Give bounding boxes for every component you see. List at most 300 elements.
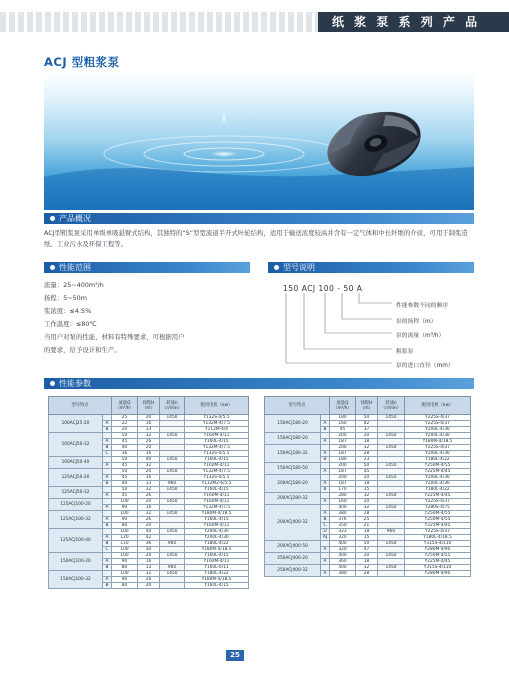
cell-suffix: A: [321, 421, 330, 427]
cell-speed: 960: [378, 529, 405, 535]
cell-suffix: B: [103, 541, 112, 547]
cell-head: 20: [356, 499, 378, 505]
spec-table-left: [48, 396, 249, 589]
cell-flow: 200: [330, 475, 356, 481]
cell-head: 32: [356, 505, 378, 511]
cell-flow: 100: [112, 529, 138, 535]
cell-motor: Y225M-4/45: [405, 523, 471, 529]
cell-suffix: A: [103, 493, 112, 499]
overview-text: ACJ型粗浆泵采用单级单吸悬臂式结构，其独特的“S”型宽流道半开式叶轮结构，适用于输送浓度较高并含有一定气体和中长纤维的介质，可用于制浆造纸、工业污水及环保工程等。: [44, 229, 468, 248]
cell-flow: 90: [112, 577, 138, 583]
performance-line: 流量：25~400m³/h: [44, 281, 104, 289]
table-row: [265, 541, 471, 547]
cell-motor: Y225S-4/37: [405, 445, 471, 451]
table-row: [265, 475, 471, 481]
cell-suffix: A: [103, 505, 112, 511]
cell-head: 50: [356, 415, 378, 421]
spec-table-body: [49, 415, 249, 589]
cell-flow: 200: [330, 445, 356, 451]
cell-motor: Y225S-4/37: [405, 415, 471, 421]
cell-suffix: A: [103, 559, 112, 565]
cell-flow: 20: [112, 427, 138, 433]
performance-line: 当用户对泵的性能、材料有特殊要求，可根据用户: [44, 333, 185, 341]
cell-flow: 120: [112, 535, 138, 541]
cell-motor: Y160M-4/11: [185, 463, 249, 469]
cell-head: 20: [138, 499, 160, 505]
cell-suffix: AJ: [321, 535, 330, 541]
cell-flow: 400: [330, 553, 356, 559]
col-speed: 转速n（r/min）: [378, 397, 405, 415]
cell-model: 100ACJ25-20: [49, 415, 103, 433]
col-model: 型号特点: [265, 397, 330, 415]
cell-flow: 36: [112, 451, 138, 457]
col-head: 扬程H（m）: [356, 397, 378, 415]
cell-model: 250ACJ400-20: [265, 553, 321, 565]
cell-motor: Y160M-4/11: [185, 499, 249, 505]
cell-flow: 90: [112, 517, 138, 523]
cell-motor: Y200L-4/30: [405, 481, 471, 487]
cell-head: 18: [356, 481, 378, 487]
cell-head: 20: [356, 475, 378, 481]
cell-flow: 45: [112, 463, 138, 469]
cell-head: 32: [356, 445, 378, 451]
cell-model: 125ACJ50-32: [49, 487, 103, 499]
cell-head: 42: [356, 421, 378, 427]
cell-flow: 200: [330, 433, 356, 439]
cell-suffix: B: [103, 523, 112, 529]
cell-motor: Y280M-4/90: [405, 571, 471, 577]
cell-motor: Y225M-4/45: [405, 559, 471, 565]
cell-flow: 22: [112, 421, 138, 427]
section-performance-heading: 性能范围: [59, 263, 91, 272]
cell-head: 47: [356, 547, 378, 553]
table-row: [49, 529, 249, 535]
performance-line: 浆浓度：≤4.5%: [44, 307, 92, 315]
cell-motor: Y160L-4/15: [185, 517, 249, 523]
cell-motor: Y280S-4/75: [405, 505, 471, 511]
cell-head: 16: [138, 421, 160, 427]
section-performance: [44, 262, 250, 273]
water-impeller-illustration: [44, 72, 474, 210]
cell-head: 26: [138, 577, 160, 583]
col-speed: 转速n（r/min）: [160, 397, 185, 415]
cell-motor: Y160L-6/11: [185, 565, 249, 571]
cell-motor: Y180L-4/22: [405, 457, 471, 463]
cell-speed: 1450: [378, 493, 405, 499]
cell-head: 20: [138, 553, 160, 559]
spec-table-body: [265, 415, 471, 577]
bullet-dot-icon: [50, 265, 55, 270]
cell-head: 32: [356, 493, 378, 499]
cell-motor: Y180L-4/18.5: [405, 535, 471, 541]
cell-motor: Y160L-4/15: [185, 439, 249, 445]
cell-motor: Y132M-4/7.5: [185, 421, 249, 427]
cell-suffix: B: [103, 427, 112, 433]
table-row: [265, 445, 471, 451]
cell-motor: Y200L-4/30: [185, 529, 249, 535]
cell-flow: 360: [330, 559, 356, 565]
cell-suffix: B: [321, 427, 330, 433]
table-row: [49, 433, 249, 439]
cell-model: 150ACJ180-20: [265, 415, 321, 433]
cell-motor: Y160L-4/15: [185, 457, 249, 463]
cell-model: 200ACJ180-20: [265, 475, 321, 493]
cell-motor: Y160L-4/15: [185, 487, 249, 493]
cell-motor: Y225S-4/37: [405, 421, 471, 427]
cell-head: 25: [356, 517, 378, 523]
cell-speed: 1450: [160, 499, 185, 505]
cell-motor: Y250M-4/55: [405, 517, 471, 523]
cell-head: 50: [356, 541, 378, 547]
cell-head: 20: [138, 415, 160, 421]
cell-flow: 50: [112, 487, 138, 493]
section-params-heading: 性能参数: [59, 379, 91, 388]
cell-motor: Y132M2-6/5.5: [185, 481, 249, 487]
cell-head: 30: [138, 547, 160, 553]
cell-motor: Y200L-4/30: [405, 451, 471, 457]
cell-suffix: A: [321, 469, 330, 475]
cell-motor: Y180M-4/18.5: [185, 511, 249, 517]
cell-motor: Y250M-4/55: [405, 463, 471, 469]
cell-head: 26: [138, 439, 160, 445]
cell-suffix: A: [103, 517, 112, 523]
cell-speed: 1450: [160, 553, 185, 559]
cell-flow: 25: [112, 415, 138, 421]
cell-speed: 1450: [378, 415, 405, 421]
cell-speed: 1450: [378, 565, 405, 571]
cell-suffix: D: [321, 529, 330, 535]
performance-line: 的要求，给予设计和生产。: [44, 346, 121, 354]
model-legend-item: 泵的进口直径（mm）: [396, 363, 454, 369]
cell-head: 36: [138, 541, 160, 547]
cell-model: 150ACJ180-20: [265, 433, 321, 445]
cell-flow: 50: [112, 457, 138, 463]
cell-suffix: A: [103, 475, 112, 481]
cell-head: 16: [138, 505, 160, 511]
cell-motor: Y180L-4/22: [185, 571, 249, 577]
performance-line: 工作温度：≤80℃: [44, 320, 97, 328]
cell-model: 150ACJ100-32: [49, 571, 103, 589]
cell-flow: 90: [112, 505, 138, 511]
cell-flow: 400: [330, 541, 356, 547]
table-row: [265, 463, 471, 469]
cell-suffix: B: [321, 517, 330, 523]
cell-suffix: A: [321, 559, 330, 565]
cell-flow: 280: [330, 493, 356, 499]
cell-motor: Y225S-4/37: [405, 499, 471, 505]
cell-speed: 960: [160, 541, 185, 547]
header-title: 纸 浆 泵 系 列 产 品: [332, 15, 481, 29]
section-model-heading: 型号说明: [283, 263, 315, 272]
cell-suffix: A: [321, 511, 330, 517]
cell-motor: Y132M-4/7.5: [185, 445, 249, 451]
cell-motor: Y160M-4/11: [185, 433, 249, 439]
cell-head: 16: [138, 559, 160, 565]
cell-motor: Y225S-4/37: [405, 529, 471, 535]
cell-flow: 200: [330, 463, 356, 469]
cell-suffix: A: [103, 421, 112, 427]
model-code: 150 ACJ 100 - 50 A: [283, 284, 363, 293]
cell-speed: 1450: [378, 433, 405, 439]
cell-flow: 187: [330, 451, 356, 457]
cell-head: 20: [138, 445, 160, 451]
cell-head: 18: [356, 559, 378, 565]
cell-suffix: C: [103, 451, 112, 457]
cell-head: 50: [356, 463, 378, 469]
cell-motor: Y200L-4/30: [185, 535, 249, 541]
cell-head: 26: [138, 493, 160, 499]
cell-speed: 1450: [160, 433, 185, 439]
cell-suffix: A: [103, 535, 112, 541]
cell-head: 20: [138, 583, 160, 589]
table-row: [265, 553, 471, 559]
cell-motor: Y132M-4/7.5: [185, 469, 249, 475]
cell-speed: 1450: [378, 553, 405, 559]
cell-suffix: A: [321, 451, 330, 457]
cell-motor: Y315S-4/110: [405, 541, 471, 547]
cell-head: 42: [138, 535, 160, 541]
cell-flow: 40: [112, 445, 138, 451]
cell-suffix: B: [103, 583, 112, 589]
cell-speed: 1450: [160, 511, 185, 517]
cell-head: 16: [138, 451, 160, 457]
col-head: 扬程H（m）: [138, 397, 160, 415]
cell-suffix: B: [103, 445, 112, 451]
cell-suffix: B: [321, 457, 330, 463]
cell-suffix: A: [103, 439, 112, 445]
cell-head: 16: [138, 475, 160, 481]
cell-suffix: C: [103, 547, 112, 553]
performance-line: 扬程：5~50m: [44, 294, 87, 302]
cell-motor: Y112M-4/4: [185, 427, 249, 433]
cell-head: 28: [356, 511, 378, 517]
model-legend-item: 粗浆泵: [396, 349, 414, 355]
model-legend-item: 泵的扬程（m）: [396, 319, 437, 325]
cell-model: 100ACJ50-40: [49, 457, 103, 469]
cell-suffix: A: [103, 463, 112, 469]
cell-speed: 1450: [378, 463, 405, 469]
cell-flow: 400: [330, 565, 356, 571]
cell-head: 40: [138, 457, 160, 463]
table-row: [49, 457, 249, 463]
model-legend-item: 性能参数不同的顺序: [396, 303, 449, 309]
cell-motor: Y180M-4/18.5: [185, 577, 249, 583]
cell-flow: 110: [112, 541, 138, 547]
cell-motor: Y180L-4/22: [185, 541, 249, 547]
cell-speed: 1450: [160, 529, 185, 535]
cell-model: 125ACJ100-40: [49, 529, 103, 553]
cell-motor: Y132S-4/5.5: [185, 415, 249, 421]
cell-flow: 95: [330, 427, 356, 433]
table-row: [265, 415, 471, 421]
cell-speed: [160, 583, 185, 589]
cell-model: 125ACJ100-20: [49, 499, 103, 511]
cell-motor: Y160L-4/15: [185, 583, 249, 589]
cell-head: 20: [138, 469, 160, 475]
cell-flow: 180: [330, 457, 356, 463]
cell-flow: 350: [330, 523, 356, 529]
cell-flow: 50: [112, 433, 138, 439]
col-flow: 流量Q（m³/h）: [112, 397, 138, 415]
cell-motor: Y200L-4/30: [405, 433, 471, 439]
cell-speed: 1450: [378, 541, 405, 547]
header-stripes: [0, 12, 320, 32]
cell-flow: 376: [330, 517, 356, 523]
cell-head: 28: [356, 571, 378, 577]
col-motor: 配用电机（kw）: [405, 397, 471, 415]
spec-table-head: [265, 397, 471, 415]
hero-image: [44, 72, 474, 210]
cell-model: 200ACJ280-32: [265, 493, 321, 505]
cell-model: 150ACJ180-32: [265, 445, 321, 463]
cell-flow: 80: [112, 565, 138, 571]
table-row: [265, 493, 471, 499]
cell-suffix: A: [321, 439, 330, 445]
table-row: [265, 505, 471, 511]
cell-head: 45: [356, 469, 378, 475]
cell-suffix: C: [321, 523, 330, 529]
section-overview: [44, 213, 474, 224]
table-row: [265, 433, 471, 439]
cell-flow: 90: [112, 559, 138, 565]
cell-flow: 100: [112, 571, 138, 577]
cell-flow: 100: [112, 547, 138, 553]
cell-flow: 80: [112, 523, 138, 529]
cell-speed: 1450: [378, 505, 405, 511]
cell-motor: Y132S-4/5.5: [185, 475, 249, 481]
cell-head: 15: [356, 487, 378, 493]
cell-head: 32: [138, 433, 160, 439]
cell-head: 20: [138, 523, 160, 529]
table-row: [49, 487, 249, 493]
cell-head: 13: [138, 565, 160, 571]
cell-head: 32: [138, 571, 160, 577]
section-overview-heading: 产品概况: [59, 214, 91, 223]
cell-suffix: B: [103, 481, 112, 487]
cell-motor: Y200L-4/30: [405, 475, 471, 481]
cell-suffix: B: [321, 487, 330, 493]
cell-head: 13: [138, 427, 160, 433]
cell-speed: 1450: [160, 457, 185, 463]
table-row: [49, 571, 249, 577]
cell-suffix: A: [321, 547, 330, 553]
cell-head: 23: [356, 457, 378, 463]
cell-speed: [378, 571, 405, 577]
cell-speed: 1450: [160, 487, 185, 493]
cell-model: 125ACJ50-20: [49, 469, 103, 487]
cell-model: 150ACJ100-20: [49, 553, 103, 571]
cell-head: 32: [138, 487, 160, 493]
cell-flow: 187: [330, 481, 356, 487]
cell-motor: Y160M-4/11: [185, 523, 249, 529]
cell-model: 125ACJ100-32: [49, 511, 103, 529]
table-row: [49, 469, 249, 475]
cell-motor: Y180M-4/18.5: [185, 547, 249, 553]
cell-flow: 45: [112, 493, 138, 499]
cell-motor: Y280M-4/90: [405, 547, 471, 553]
table-row: [49, 553, 249, 559]
cell-flow: 45: [112, 439, 138, 445]
performance-list: [44, 279, 254, 357]
cell-flow: 170: [330, 487, 356, 493]
cell-motor: Y132M-4/7.5: [185, 505, 249, 511]
cell-speed: 960: [160, 481, 185, 487]
bullet-dot-icon: [50, 381, 55, 386]
cell-head: 20: [356, 433, 378, 439]
col-flow: 流量Q（m³/h）: [330, 397, 356, 415]
cell-motor: Y180L-4/22: [405, 487, 471, 493]
cell-motor: Y160L-4/15: [185, 553, 249, 559]
cell-suffix: A: [321, 571, 330, 577]
cell-motor: Y160M-4/11: [185, 493, 249, 499]
cell-head: 37: [356, 427, 378, 433]
model-legend-item: 泵的流量（m³/h）: [396, 333, 445, 339]
cell-model: 150ACJ180-50: [265, 463, 321, 475]
bullet-dot-icon: [274, 265, 279, 270]
table-row: [49, 415, 249, 421]
cell-motor: Y225M-4/45: [405, 469, 471, 475]
bullet-dot-icon: [50, 216, 55, 221]
cell-flow: 45: [112, 475, 138, 481]
cell-suffix: A: [321, 481, 330, 487]
table-row: [265, 565, 471, 571]
cell-flow: 380: [330, 571, 356, 577]
cell-flow: 160: [330, 421, 356, 427]
section-model: [268, 262, 474, 273]
cell-flow: 323: [330, 529, 356, 535]
cell-speed: 960: [160, 565, 185, 571]
cell-flow: 187: [330, 469, 356, 475]
model-legend-lines: [280, 293, 400, 373]
cell-head: 32: [138, 463, 160, 469]
cell-flow: 100: [112, 553, 138, 559]
cell-model: 100ACJ50-32: [49, 433, 103, 457]
cell-motor: Y315S-4/110: [405, 565, 471, 571]
spec-table-right: [264, 396, 471, 577]
cell-model: 250ACJ400-32: [265, 565, 321, 577]
cell-head: 18: [356, 439, 378, 445]
cell-motor: Y225M-4/45: [405, 493, 471, 499]
cell-flow: 40: [112, 481, 138, 487]
cell-head: 21: [356, 523, 378, 529]
cell-head: 28: [356, 451, 378, 457]
page-number: 25: [226, 650, 244, 661]
table-row: [49, 499, 249, 505]
cell-flow: 187: [330, 439, 356, 445]
cell-flow: 400: [330, 505, 356, 511]
cell-flow: 180: [330, 415, 356, 421]
cell-speed: 1450: [160, 415, 185, 421]
cell-speed: 1450: [160, 469, 185, 475]
cell-suffix: A: [103, 577, 112, 583]
cell-motor: Y200L-4/30: [405, 427, 471, 433]
cell-flow: 80: [112, 583, 138, 589]
cell-flow: 320: [330, 547, 356, 553]
cell-motor: Y250M-4/55: [405, 511, 471, 517]
cell-flow: 320: [330, 535, 356, 541]
col-model: 型号特点: [49, 397, 112, 415]
cell-speed: 1450: [160, 571, 185, 577]
cell-head: 20: [356, 553, 378, 559]
cell-head: 18: [356, 529, 378, 535]
cell-flow: 100: [112, 499, 138, 505]
col-motor: 配用电机（kw）: [185, 397, 249, 415]
cell-head: 32: [138, 511, 160, 517]
cell-model: 200ACJ400-50: [265, 541, 321, 553]
cell-head: 15: [356, 535, 378, 541]
cell-speed: 1450: [378, 475, 405, 481]
cell-head: 13: [138, 481, 160, 487]
